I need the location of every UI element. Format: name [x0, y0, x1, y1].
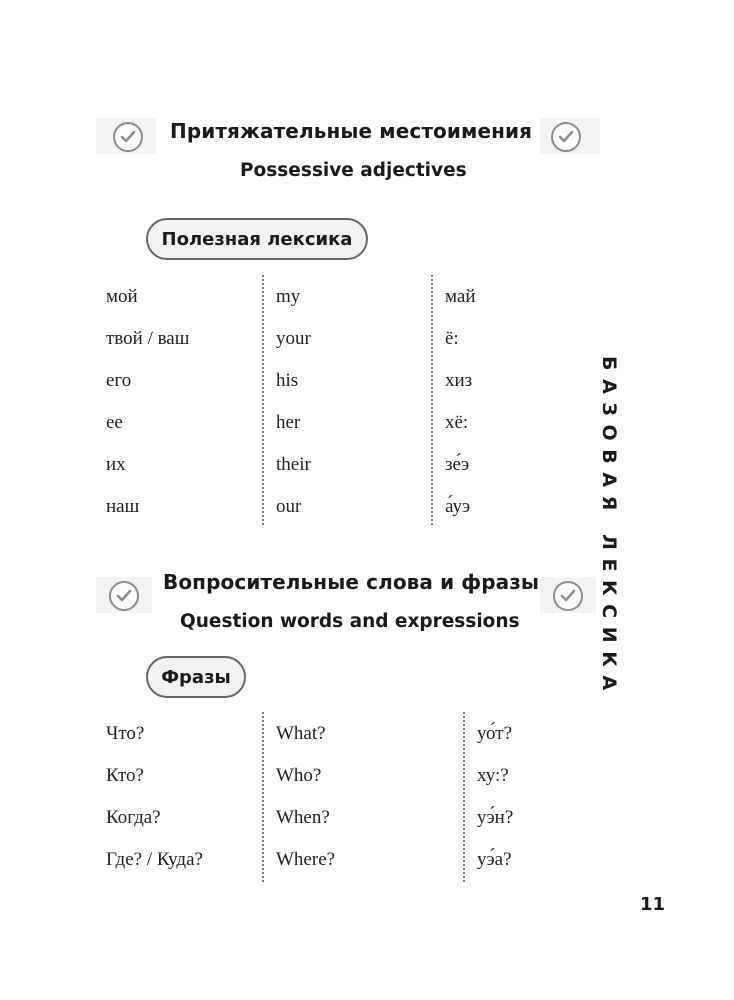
- check-circle-icon: [551, 122, 581, 152]
- table-cell-pron: хиз: [445, 370, 473, 391]
- check-circle-icon: [553, 581, 583, 611]
- table-cell-ru: мой: [106, 286, 138, 307]
- table-cell-en: When?: [276, 807, 330, 828]
- table-cell-ru: твой / ваш: [106, 328, 190, 349]
- section1-label-pill: Полезная лексика: [146, 218, 368, 260]
- table-cell-ru: Кто?: [106, 765, 144, 786]
- table-cell-en: his: [276, 370, 299, 391]
- table-cell-en: her: [276, 412, 301, 433]
- check-circle-icon: [113, 122, 143, 152]
- table-cell-en: their: [276, 454, 311, 475]
- table-cell-ru: Когда?: [106, 807, 161, 828]
- table-cell-ru: Что?: [106, 723, 145, 744]
- side-section-title-text: БАЗОВАЯ ЛЕКСИКА: [598, 356, 620, 699]
- page-number: 11: [640, 894, 666, 915]
- check-circle-icon: [109, 581, 139, 611]
- table-cell-pron: уэ́а?: [477, 849, 512, 870]
- section2-label-pill: Фразы: [146, 656, 246, 698]
- table-cell-ru: его: [106, 370, 132, 391]
- section1-divider-1: [262, 275, 264, 525]
- section1-divider-2: [431, 275, 433, 525]
- table-cell-pron: ё:: [445, 328, 459, 349]
- table-cell-ru: ее: [106, 412, 123, 433]
- table-cell-pron: ху:?: [477, 765, 509, 786]
- table-cell-pron: май: [445, 286, 476, 307]
- table-cell-pron: а́уэ: [445, 496, 471, 517]
- section2-divider-1: [262, 712, 264, 882]
- table-cell-en: my: [276, 286, 301, 307]
- table-cell-en: your: [276, 328, 311, 349]
- side-section-title: [598, 356, 658, 699]
- section1-title-ru: Притяжательные местоимения: [170, 119, 533, 143]
- table-cell-ru: наш: [106, 496, 140, 517]
- table-cell-en: Who?: [276, 765, 322, 786]
- section2-title-ru: Вопросительные слова и фразы: [163, 570, 540, 594]
- section1-title-en: Possessive adjectives: [240, 160, 467, 181]
- table-cell-en: our: [276, 496, 302, 517]
- table-cell-en: Where?: [276, 849, 336, 870]
- table-cell-pron: уо́т?: [477, 723, 513, 744]
- section2-title-en: Question words and expressions: [180, 611, 520, 632]
- table-cell-ru: Где? / Куда?: [106, 849, 203, 870]
- table-cell-pron: уэ́н?: [477, 807, 514, 828]
- table-cell-pron: хё:: [445, 412, 469, 433]
- table-cell-pron: зе́э: [445, 454, 470, 475]
- table-cell-en: What?: [276, 723, 326, 744]
- section2-divider-2: [463, 712, 465, 882]
- table-cell-ru: их: [106, 454, 126, 475]
